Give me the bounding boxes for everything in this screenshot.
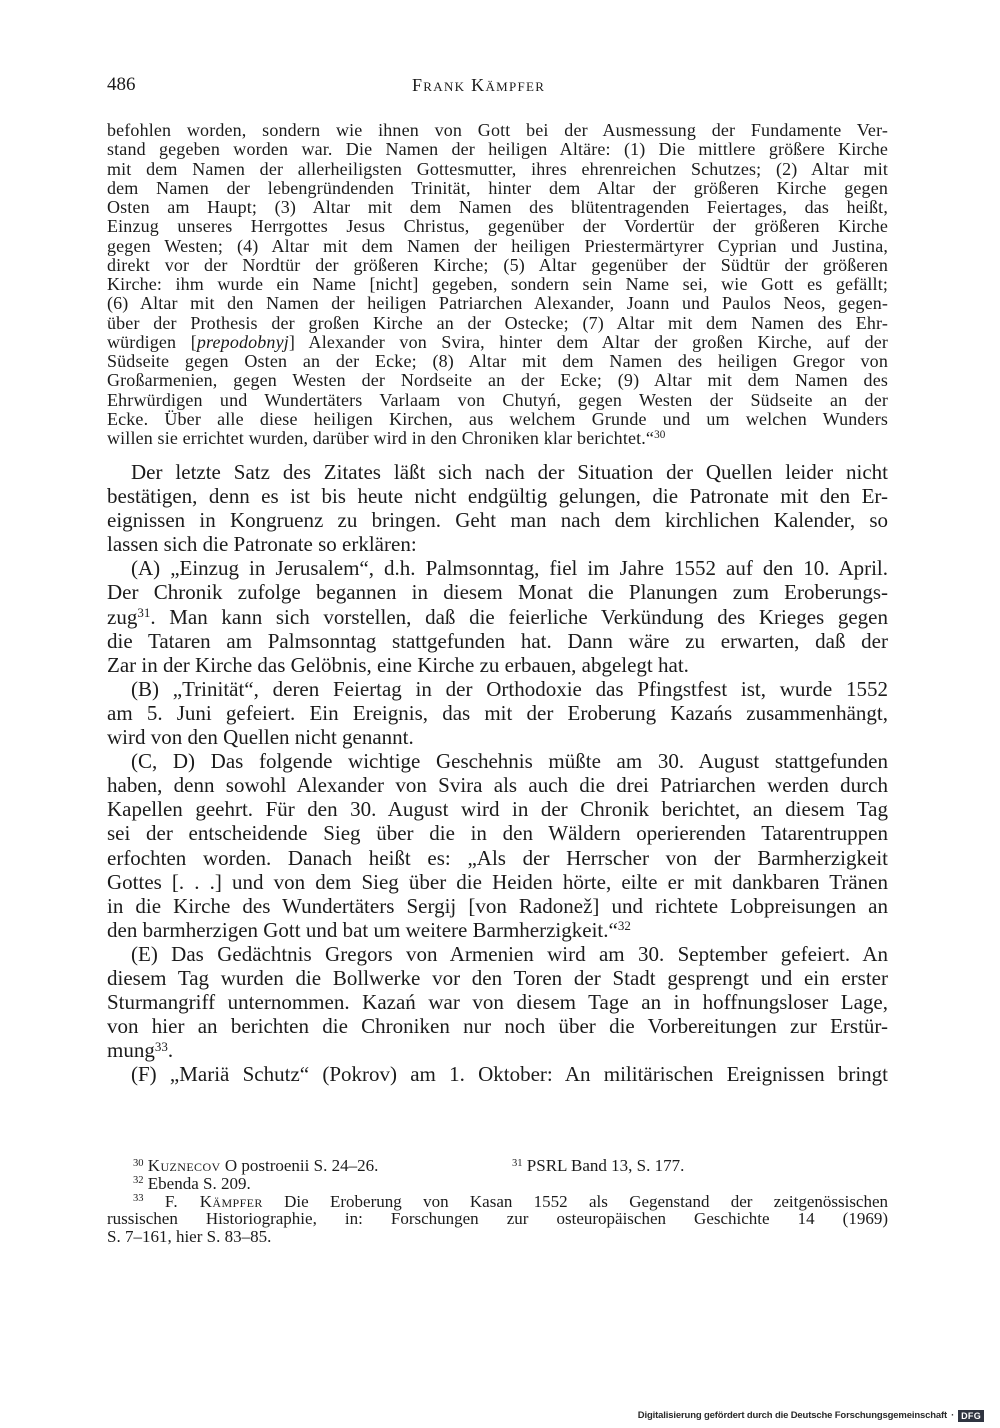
quote-line: Kirche: ihm wurde ein Name [nicht] gegeben, sondern sein Name sei, wie Gott es gefällt; (107, 274, 888, 294)
footnote-number: 31 (512, 1157, 523, 1169)
body-line: (B) „Trinität“, deren Feiertag in der Orthodoxie das Pfingstfest ist, wurde 1552 (131, 676, 888, 701)
body-text (107, 460, 888, 1086)
footnote-number: 33 (133, 1193, 144, 1205)
separator-dot: · (951, 1410, 955, 1421)
footnote-text: Die Eroberung von Kasan 1552 als Gegenstand der zeitgenössischen (284, 1191, 889, 1211)
body-line: (F) „Mariä Schutz“ (Pokrov) am 1. Oktober: An militärischen Ereignissen bringt (131, 1062, 888, 1087)
footnote-text: Ebenda S. 209. (147, 1173, 251, 1193)
paragraph (107, 460, 888, 556)
footnotes (107, 1157, 888, 1246)
quote-line: Großarmenien, gegen Westen der Nordseite an der Ecke; (9) Altar mit dem Namen des (107, 370, 888, 391)
footnote-33 (107, 1193, 888, 1246)
body-line: erfochten worden. Danach heißt es: „Als der Herrscher von der Barmherzigkeit (107, 845, 888, 870)
footnote-line: russischen Historiographie, in: Forschungen zur osteuropäischen Geschichte 14 (1969) (107, 1209, 888, 1229)
dfg-logo: DFG (958, 1410, 984, 1422)
footnote-line (107, 1193, 888, 1211)
quote-line: Ecke. Über alle diese heiligen Kirchen, aus welchem Grunde und um welchen Wunders (107, 408, 888, 429)
body-line: Kapellen geehrt. Für den 30. August wird in der Chronik berichtet, an diesem Tag (107, 797, 888, 822)
footnote-line: S. 7–161, hier S. 83–85. (107, 1227, 272, 1246)
footnote-marker: 30 (654, 429, 666, 442)
footnote-31 (512, 1157, 684, 1175)
paragraph (107, 556, 888, 676)
quote-line: gegen Westen; (4) Altar mit dem Namen der heiligen Priestermärtyrer Cyprian und Justina, (107, 235, 888, 256)
paragraph (107, 749, 888, 942)
body-text-segment: mung (107, 1038, 155, 1063)
paragraph (107, 942, 888, 1062)
body-line (107, 1038, 888, 1062)
body-line: Gottes [. . .] und von dem Sieg über die Heiden hörte, eilte er mit dankbaren Tränen (107, 869, 888, 894)
footnote-text: O postroenii S. 24–26. (224, 1156, 379, 1175)
body-text-segment: . Man kann sich vorstellen, daß die feierliche Verkündung des Krieges gegen (150, 604, 888, 629)
quote-line: Ehrwürdigen und Wundertäters Varlaam von Chutyń, gegen Westen der Südseite an der (107, 389, 888, 410)
body-line: haben, denn sowohl Alexander von Svira als auch die drei Patriarchen werden durch (107, 773, 888, 798)
body-line: Sturmangriff unternommen. Kazań war von diesem Tage an in hoffnungsloser Lage, (107, 990, 888, 1015)
digitization-credit: Digitalisierung gefördert durch die Deutsche Forschungsgemeinschaft (637, 1410, 948, 1421)
footnote-marker: 31 (137, 605, 151, 621)
italic-term: prepodobnyj (196, 331, 289, 352)
quote-line: über der Prothesis der großen Kirche an der Ostecke; (7) Altar mit dem Namen des Ehr- (107, 312, 888, 333)
block-quote (107, 121, 888, 448)
quote-line: Osten am Haupt; (3) Altar mit dem Namen des blütentragenden Feiertages, das heißt, (107, 197, 888, 217)
quote-line: Südseite gegen Osten an der Ecke; (8) Altar mit dem Namen des heiligen Gregor von (107, 351, 888, 371)
body-text-segment: . (167, 1038, 174, 1063)
body-line: (C, D) Das folgende wichtige Geschehnis müßte am 30. August stattgefunden (131, 749, 888, 774)
quote-line: dem Namen der lebengründenden Trinität, hinter dem Altar der größeren Kirche gegen (107, 177, 888, 198)
body-line: lassen sich die Patronate so erklären: (107, 532, 417, 557)
paragraph (107, 1062, 888, 1086)
footnote-row (107, 1157, 888, 1175)
quote-line: (6) Altar mit den Namen der heiligen Patriarchen Alexander, Joann und Paulos Neos, gegen- (107, 293, 888, 314)
quote-line: direkt vor der Nordtür der größeren Kirche; (5) Altar gegenüber der Südtür der größeren (107, 254, 888, 275)
body-line (107, 605, 888, 629)
body-line: von hier an berichten die Chroniken nur noch über die Vorbereitungen zur Erstür- (107, 1014, 888, 1039)
quote-text: willen sie errichtet wurden, darüber wird in den Chroniken klar berichtet.“ (107, 428, 655, 448)
quote-line (107, 333, 888, 352)
footnote-marker: 32 (617, 918, 631, 934)
body-line: (A) „Einzug in Jerusalem“, d.h. Palmsonntag, fiel im Jahre 1552 auf den 10. April. (131, 556, 888, 581)
body-line: in die Kirche des Wundertäters Sergij [von Radonež] und richtete Lobpreisungen an (107, 893, 888, 918)
body-line (107, 918, 888, 942)
page-number: 486 (107, 74, 136, 95)
footnote-32 (133, 1175, 251, 1193)
body-line: Der letzte Satz des Zitates läßt sich nach der Situation der Quellen leider nicht (131, 460, 888, 484)
body-text-segment: zug (107, 604, 138, 629)
body-line: bestätigen, denn es ist bis heute nicht endgültig gelungen, die Patronate mit den Er- (107, 484, 888, 509)
quote-line: befohlen worden, sondern wie ihnen von Gott bei der Ausmessung der Fundamente Ver- (107, 120, 888, 140)
footnote-author: F. Kämpfer (164, 1191, 263, 1211)
footnote-number: 30 (133, 1157, 144, 1169)
quote-line (107, 429, 888, 448)
body-line: (E) Das Gedächtnis Gregors von Armenien wird am 30. September gefeiert. An (131, 941, 888, 966)
body-line: am 5. Juni gefeiert. Ein Ereignis, das mit der Eroberung Kazańs zusammenhängt, (107, 700, 888, 725)
footnote-row (107, 1175, 888, 1193)
body-line: die Tataren am Palmsonntag stattgefunden hat. Dann wäre zu erwarten, daß der (107, 628, 888, 653)
quote-line: stand gegeben worden war. Die Namen der heiligen Altäre: (1) Die mittlere größere Kirche (107, 139, 888, 160)
body-line: eignissen in Kongruenz zu bringen. Geht man nach dem kirchlichen Kalender, so (107, 508, 888, 533)
footnote-author: Kuznecov (147, 1156, 221, 1175)
body-line: Der Chronik zufolge begannen in diesem Monat die Planungen zum Eroberungs- (107, 580, 888, 605)
body-line: sei der entscheidende Sieg über die in den Wäldern operierenden Tatarentruppen (107, 821, 888, 846)
body-line: Zar in der Kirche das Gelöbnis, eine Kirche zu erbauen, abgelegt hat. (107, 652, 689, 677)
paragraph (107, 677, 888, 749)
body-line: diesem Tag wurden die Bollwerke vor den Toren der Stadt gesprengt und ein erster (107, 965, 888, 990)
quote-text: würdigen [ (107, 331, 197, 352)
quote-line: Einzug unseres Herrgottes Jesus Christus, gegenüber der Vordertür der größeren Kirche (107, 216, 888, 237)
body-line: wird von den Quellen nicht genannt. (107, 725, 414, 750)
quote-line: mit dem Namen der allerheiligsten Gottesmutter, ihres ehrenreichen Schutzes; (2) Altar mit (107, 158, 888, 179)
body-text-segment: den barmherzigen Gott und bat um weitere Barmherzigkeit.“ (107, 917, 618, 942)
footnote-text: PSRL Band 13, S. 177. (526, 1156, 685, 1175)
footnote-30 (133, 1157, 378, 1175)
quote-text: ] Alexander von Svira, hinter dem Altar der großen Kirche, auf der (288, 331, 889, 352)
running-head: Frank Kämpfer (412, 75, 546, 95)
footnote-number: 32 (133, 1175, 144, 1187)
page-footer (638, 1409, 984, 1423)
footnote-marker: 33 (154, 1038, 168, 1054)
